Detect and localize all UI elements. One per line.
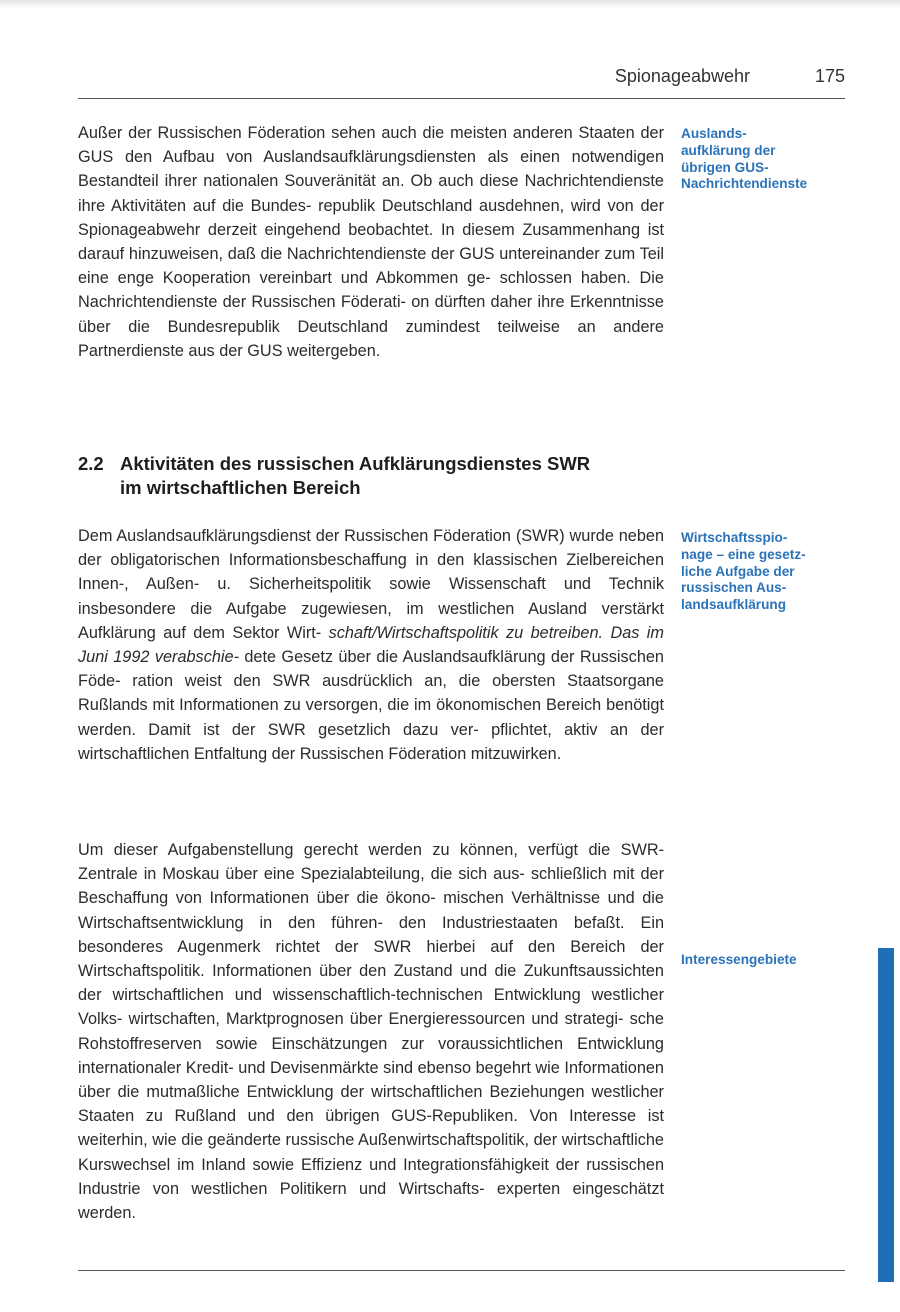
margin-note-wirtschaftsspionage: Wirtschaftsspio- nage – eine gesetz- liche Aufgabe der russischen Aus- landsaufklärung [681,530,806,613]
page-header [78,66,845,96]
paragraph-swr-mandate: Dem Auslandsaufklärungsdienst der Russischen Föderation (SWR) wurde neben der obligatorischen Informationsbeschaffung in den klassischen Zielbereichen Innen-, Außen- u. Sicherheitspolitik sowie Wissenschaft und Technik insbesondere die Aufgabe zugewiesen, im westlichen Ausland verstärkt Aufklärung auf dem Sektor Wirt- schaft/Wirtschaftspolitik zu betreiben. Das im Juni 1992 verabschie- dete Gesetz über die Auslandsaufklärung der Russischen Föde- ration weist den SWR ausdrücklich an, die obersten Staatsorgane Rußlands mit Informationen zu versorgen, die im ökonomischen Bereich benötigt werden. Damit ist der SWR gesetzlich dazu ver- pflichtet, aktiv an der wirtschaftlichen Entfaltung der Russischen Föderation mitzuwirken. [78,527,665,763]
footer-rule [78,1270,845,1271]
scan-top-edge [0,0,900,8]
margin-note-auslandsaufklaerung: Auslands- aufklärung der übrigen GUS- Nachrichtendienste [681,126,808,192]
page-number: 175 [814,66,845,86]
paragraph-interests: Um dieser Aufgabenstellung gerecht werden zu können, verfügt die SWR-Zentrale in Moskau über eine Spezialabteilung, die sich aus- schließlich mit der Beschaffung von Informationen über die ökono- mischen Verhältnisse und die Wirtschaftsentwicklung in den führen- den Industriestaaten befaßt. Ein besonderes Augenmerk richtet der SWR hierbei auf den Bereich der Wirtschaftspolitik. Informationen über den Zustand und die Zukunftsaussichten der wirtschaftlichen und wissenschaftlich-technischen Entwicklung westlicher Volks- wirtschaften, Marktprognosen über Energieressourcen und strategi- sche Rohstoffreserven sowie Einschätzungen zur voraussichtlichen Entwicklung internationaler Kredit- und Devisenmärkte sind ebenso begehrt wie Informationen über die mutmaßliche Entwicklung der wirtschaftlichen Beziehungen westlicher Staaten zu Rußland und den übrigen GUS-Republiken. Von Interesse ist weiterhin, wie die geänderte russische Außenwirtschaftspolitik, der wirtschaftliche Kurswechsel im Inland sowie Effizienz und Integrationsfähigkeit der russischen Industrie von westlichen Politikern und Wirtschafts- experten eingeschätzt werden. [78,841,665,1223]
running-title: Spionageabwehr [614,66,750,86]
section-heading [78,452,664,500]
header-rule [78,98,845,99]
section-title-line1: Aktivitäten des russischen Aufklärungsdienstes SWR [120,453,591,474]
margin-note-interessengebiete: Interessengebiete [681,952,797,967]
chapter-thumb-tab [878,948,894,1282]
paragraph-gus-services: Außer der Russischen Föderation sehen auch die meisten anderen Staaten der GUS den Aufbau von Auslandsaufklärungsdiensten als einen notwendigen Bestandteil ihrer nationalen Souveränität an. Ob auch diese Nachrichtendienste ihre Aktivitäten auf die Bundes- republik Deutschland ausdehnen, wird von der Spionageabwehr derzeit eingehend beobachtet. In diesem Zusammenhang ist darauf hinzuweisen, daß die Nachrichtendienste der GUS untereinander zum Teil eine enge Kooperation vereinbart und Abkommen ge- schlossen haben. Die Nachrichtendienste der Russischen Föderati- on dürften daher ihre Erkenntnisse über die Bundesrepublik Deutschland zumindest teilweise an andere Partnerdienste aus der GUS weitergeben. [78,124,665,360]
italic-phrase: schaft/Wirtschaftspolitik zu betreiben. Das im Juni 1992 verabschie- [78,623,664,667]
section-title-line2: im wirtschaftlichen Bereich [120,477,361,498]
section-number: 2.2 [78,453,104,474]
